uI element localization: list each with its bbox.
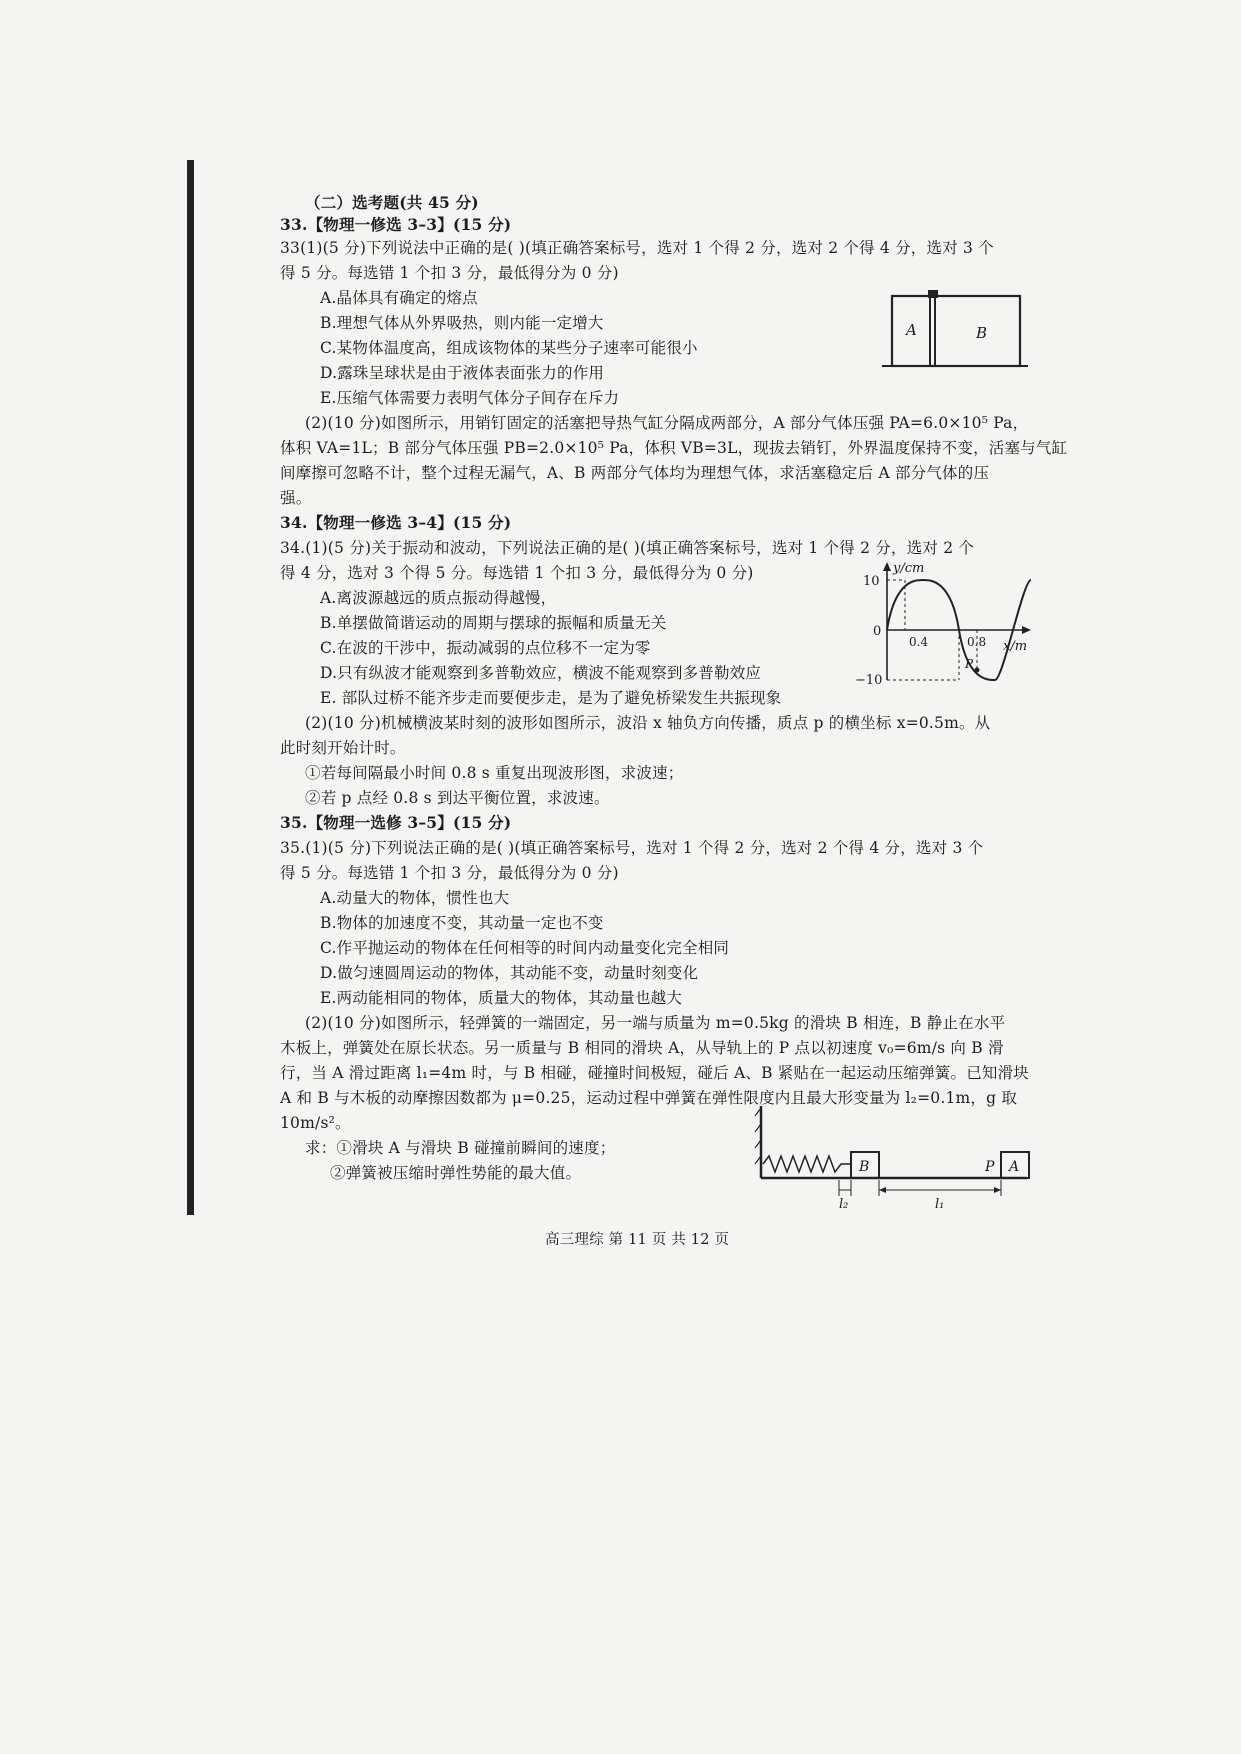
y-axis-arrow-icon [883,562,891,571]
l1-label: l₁ [935,1197,945,1212]
q34-part1-line2: 得 4 分，选对 3 个得 5 分。每选错 1 个扣 3 分，最低得分为 0 分) [280,564,754,582]
q34-option-c: C.在波的干涉中，振动减弱的点位移不一定为零 [320,639,651,657]
q33-option-b: B.理想气体从外界吸热，则内能一定增大 [320,314,604,332]
q35-part2-line2: 木板上，弹簧处在原长状态。另一质量与 B 相同的滑块 A，从导轨上的 P 点以初速度 v₀=6m/s 向 B 滑 [280,1039,1004,1057]
q33-part2-line1: (2)(10 分)如图所示，用销钉固定的活塞把导热气缸分隔成两部分，A 部分气体压强 PA=6.0×10⁵ Pa， [305,414,1029,432]
q33-option-e: E.压缩气体需要力表明气体分子间存在斥力 [320,389,620,407]
q34-part2-line1: (2)(10 分)机械横波某时刻的波形如图所示，波沿 x 轴负方向传播，质点 p 的横坐标 x=0.5m。从 [305,714,991,732]
q33-option-c: C.某物体温度高，组成该物体的某些分子速率可能很小 [320,339,698,357]
q33-part1-line2: 得 5 分。每选错 1 个扣 3 分，最低得分为 0 分) [280,264,619,282]
q35-option-a: A.动量大的物体，惯性也大 [320,889,510,907]
q33-part2-line3: 间摩擦可忽略不计，整个过程无漏气，A、B 两部分气体均为理想气体，求活塞稳定后 A 部分气体的压 [280,464,990,482]
q34-option-e: E. 部队过桥不能齐步走而要便步走，是为了避免桥梁发生共振现象 [320,689,782,707]
q35-option-b: B.物体的加速度不变，其动量一定也不变 [320,914,604,932]
q35-part2-line3: 行，当 A 滑过距离 l₁=4m 时，与 B 相碰，碰撞时间极短，碰后 A、B 紧贴在一起运动压缩弹簧。已知滑块 [280,1064,1030,1082]
y-tick-0: 0 [873,624,882,639]
q35-part1-line1: 35.(1)(5 分)下列说法正确的是( )(填正确答案标号，选对 1 个得 2 分，选对 2 个得 4 分，选对 3 个 [280,839,984,857]
y-tick-10: 10 [863,574,880,589]
q35-part2-line1: (2)(10 分)如图所示，轻弹簧的一端固定，另一端与质量为 m=0.5kg 的滑块 B 相连，B 静止在水平 [305,1014,1006,1032]
page-footer: 高三理综 第 11 页 共 12 页 [545,1232,730,1248]
point-p-label: P [965,657,974,671]
q35-title: 35.【物理一选修 3–5】(15 分) [280,813,512,832]
q35-ask-line2: ②弹簧被压缩时弹性势能的最大值。 [330,1164,582,1182]
block-a-label: A [1009,1159,1020,1175]
q33-part1-line1: 33(1)(5 分)下列说法中正确的是( )(填正确答案标号，选对 1 个得 2 分，选对 2 个得 4 分，选对 3 个 [280,239,994,257]
q34-option-a: A.离波源越远的质点振动得越慢， [320,589,557,607]
q34-option-b: B.单摆做简谐运动的周期与摆球的振幅和质量无关 [320,614,667,632]
q35-part2-line5: 10m/s²。 [280,1114,351,1132]
locking-pin-icon [928,290,938,298]
q34-part1-line1: 34.(1)(5 分)关于振动和波动，下列说法正确的是( )(填正确答案标号，选对 1 个得 2 分，选对 2 个 [280,539,975,557]
q33-part2-line4: 强。 [280,489,312,507]
point-p-icon [975,668,980,673]
y-axis-label: y/cm [893,561,925,576]
q34-wave-figure [845,560,1035,688]
q33-option-d: D.露珠呈球状是由于液体表面张力的作用 [320,364,605,382]
q34-option-d: D.只有纵波才能观察到多普勒效应，横波不能观察到多普勒效应 [320,664,762,682]
cylinder-label-a: A [906,321,917,339]
q35-spring-figure [755,1100,1035,1210]
x-axis-label: x/m [1003,639,1028,654]
q34-part2-line3: ①若每间隔最小时间 0.8 s 重复出现波形图，求波速； [305,764,684,782]
x-axis-arrow-icon [1022,626,1031,634]
section-header: （二）选考题(共 45 分) [305,193,479,212]
point-p-label: P [985,1159,995,1175]
y-tick-neg10: −10 [855,673,883,688]
q34-title: 34.【物理一修选 3–4】(15 分) [280,513,512,532]
l1-arrow-left-icon [879,1187,886,1193]
q35-part1-line2: 得 5 分。每选错 1 个扣 3 分，最低得分为 0 分) [280,864,619,882]
q35-ask-line1: 求：①滑块 A 与滑块 B 碰撞前瞬间的速度； [305,1139,616,1157]
q34-part2-line4: ②若 p 点经 0.8 s 到达平衡位置，求波速。 [305,789,610,807]
x-tick-0-8: 0.8 [967,635,987,649]
q33-title: 33.【物理一修选 3–3】(15 分) [280,215,512,234]
block-b-label: B [859,1159,870,1175]
x-tick-0-4: 0.4 [909,635,929,649]
q35-part2-line4: A 和 B 与木板的动摩擦因数都为 μ=0.25，运动过程中弹簧在弹性限度内且最大形变量为 l₂=0.1m，g 取 [280,1089,1018,1107]
q35-option-d: D.做匀速圆周运动的物体，其动能不变，动量时刻变化 [320,964,699,982]
q35-option-c: C.作平抛运动的物体在任何相等的时间内动量变化完全相同 [320,939,730,957]
q34-part2-line2: 此时刻开始计时。 [280,739,406,757]
q33-part2-line2: 体积 VA=1L；B 部分气体压强 PB=2.0×10⁵ Pa，体积 VB=3L，现拔去销钉，外界温度保持不变，活塞与气缸 [280,439,1068,457]
q35-option-e: E.两动能相同的物体，质量大的物体，其动量也越大 [320,989,683,1007]
q33-option-a: A.晶体具有确定的熔点 [320,289,478,307]
spring-icon [763,1156,851,1172]
l2-label: l₂ [839,1197,849,1212]
cylinder-label-b: B [976,324,988,342]
q33-cylinder-figure [880,290,1030,380]
l1-arrow-right-icon [994,1187,1001,1193]
